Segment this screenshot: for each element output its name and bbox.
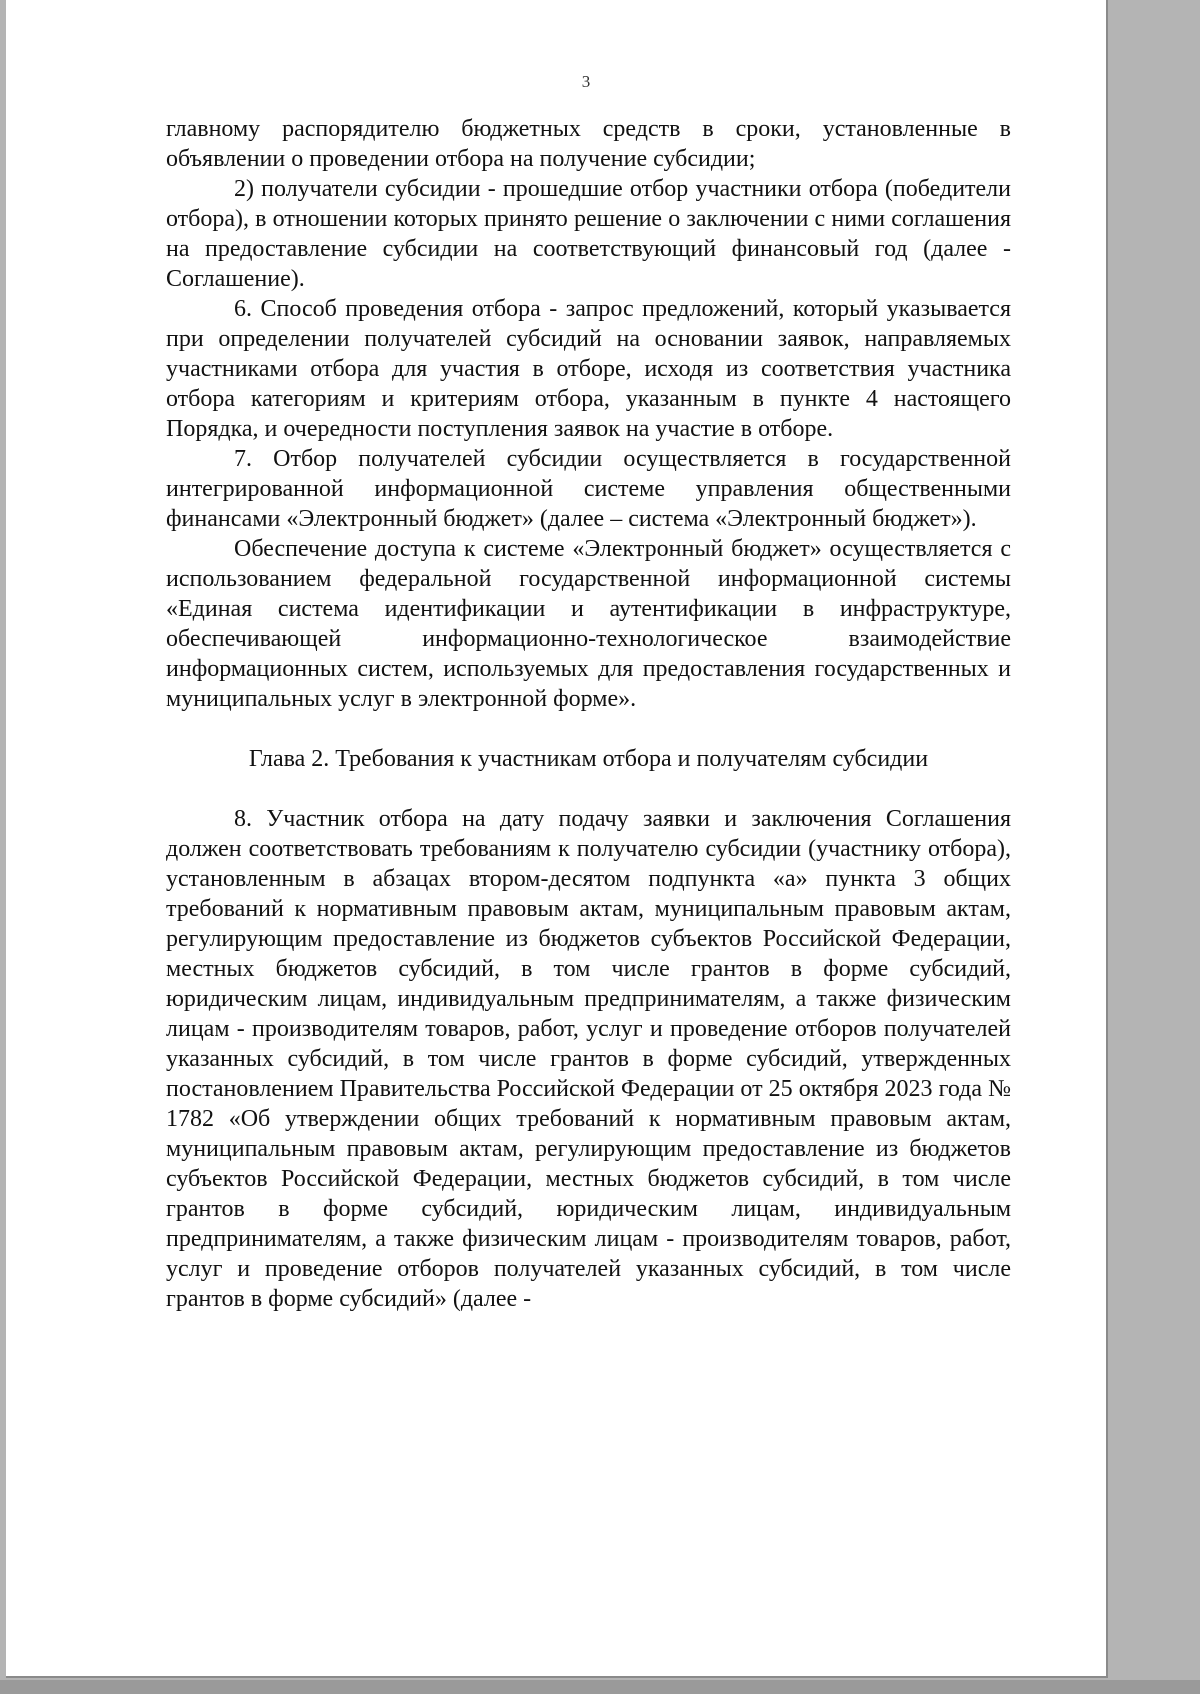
paragraph-item-6: 6. Способ проведения отбора - запрос предложений, который указывается при определении получателей субсидий на основании заявок, направляемых участниками отбора для участия в отборе, исходя из соответствия участника отбора категориям и критериям отбора, указанным в пункте 4 настоящего Порядка, и очередности поступления заявок на участие в отборе.	[166, 296, 1011, 442]
page-number: 3	[581, 72, 591, 91]
document-body	[166, 114, 1011, 1314]
paragraph-item-7: 7. Отбор получателей субсидии осуществляется в государственной интегрированной информационной системе управления общественными финансами «Электронный бюджет» (далее – система «Электронный бюджет»).	[166, 446, 1011, 532]
chapter-title: Глава 2. Требования к участникам отбора и получателям субсидии	[248, 746, 929, 772]
paragraph-continuation: главному распорядителю бюджетных средств в сроки, установленные в объявлении о проведении отбора на получение субсидии;	[166, 116, 1011, 172]
paragraph-item-2: 2) получатели субсидии - прошедшие отбор участники отбора (победители отбора), в отношении которых принято решение о заключении с ними соглашения на предоставление субсидии на соответствующий финансовый год (далее - Соглашение).	[166, 176, 1011, 292]
paragraph-access: Обеспечение доступа к системе «Электронный бюджет» осуществляется с использованием федеральной государственной информационной системы «Единая система идентификации и аутентификации в инфраструктуре, обеспечивающей информационно-технологическое взаимодействие информационных систем, используемых для предоставления государственных и муниципальных услуг в электронной форме».	[166, 536, 1011, 712]
document-page	[6, 0, 1108, 1678]
paragraph-item-8: 8. Участник отбора на дату подачу заявки и заключения Соглашения должен соответствовать требованиям к получателю субсидии (участнику отбора), установленным в абзацах втором-десятом подпункта «а» пункта 3 общих требований к нормативным правовым актам, муниципальным правовым актам, регулирующим предоставление из бюджетов субъектов Российской Федерации, местных бюджетов субсидий, в том числе грантов в форме субсидий, юридическим лицам, индивидуальным предпринимателям, а также физическим лицам - производителям товаров, работ, услуг и проведение отборов получателей указанных субсидий, в том числе грантов в форме субсидий, утвержденных постановлением Правительства Российской Федерации от 25 октября 2023 года № 1782 «Об утверждении общих требований к нормативным правовым актам, муниципальным правовым актам, регулирующим предоставление из бюджетов субъектов Российской Федерации, местных бюджетов субсидий, в том числе грантов в форме субсидий, юридическим лицам, индивидуальным предпринимателям, а также физическим лицам - производителям товаров, работ, услуг и проведение отборов получателей указанных субсидий, в том числе грантов в форме субсидий» (далее -	[166, 806, 1011, 1312]
viewer-bottom-edge	[0, 1680, 1200, 1694]
